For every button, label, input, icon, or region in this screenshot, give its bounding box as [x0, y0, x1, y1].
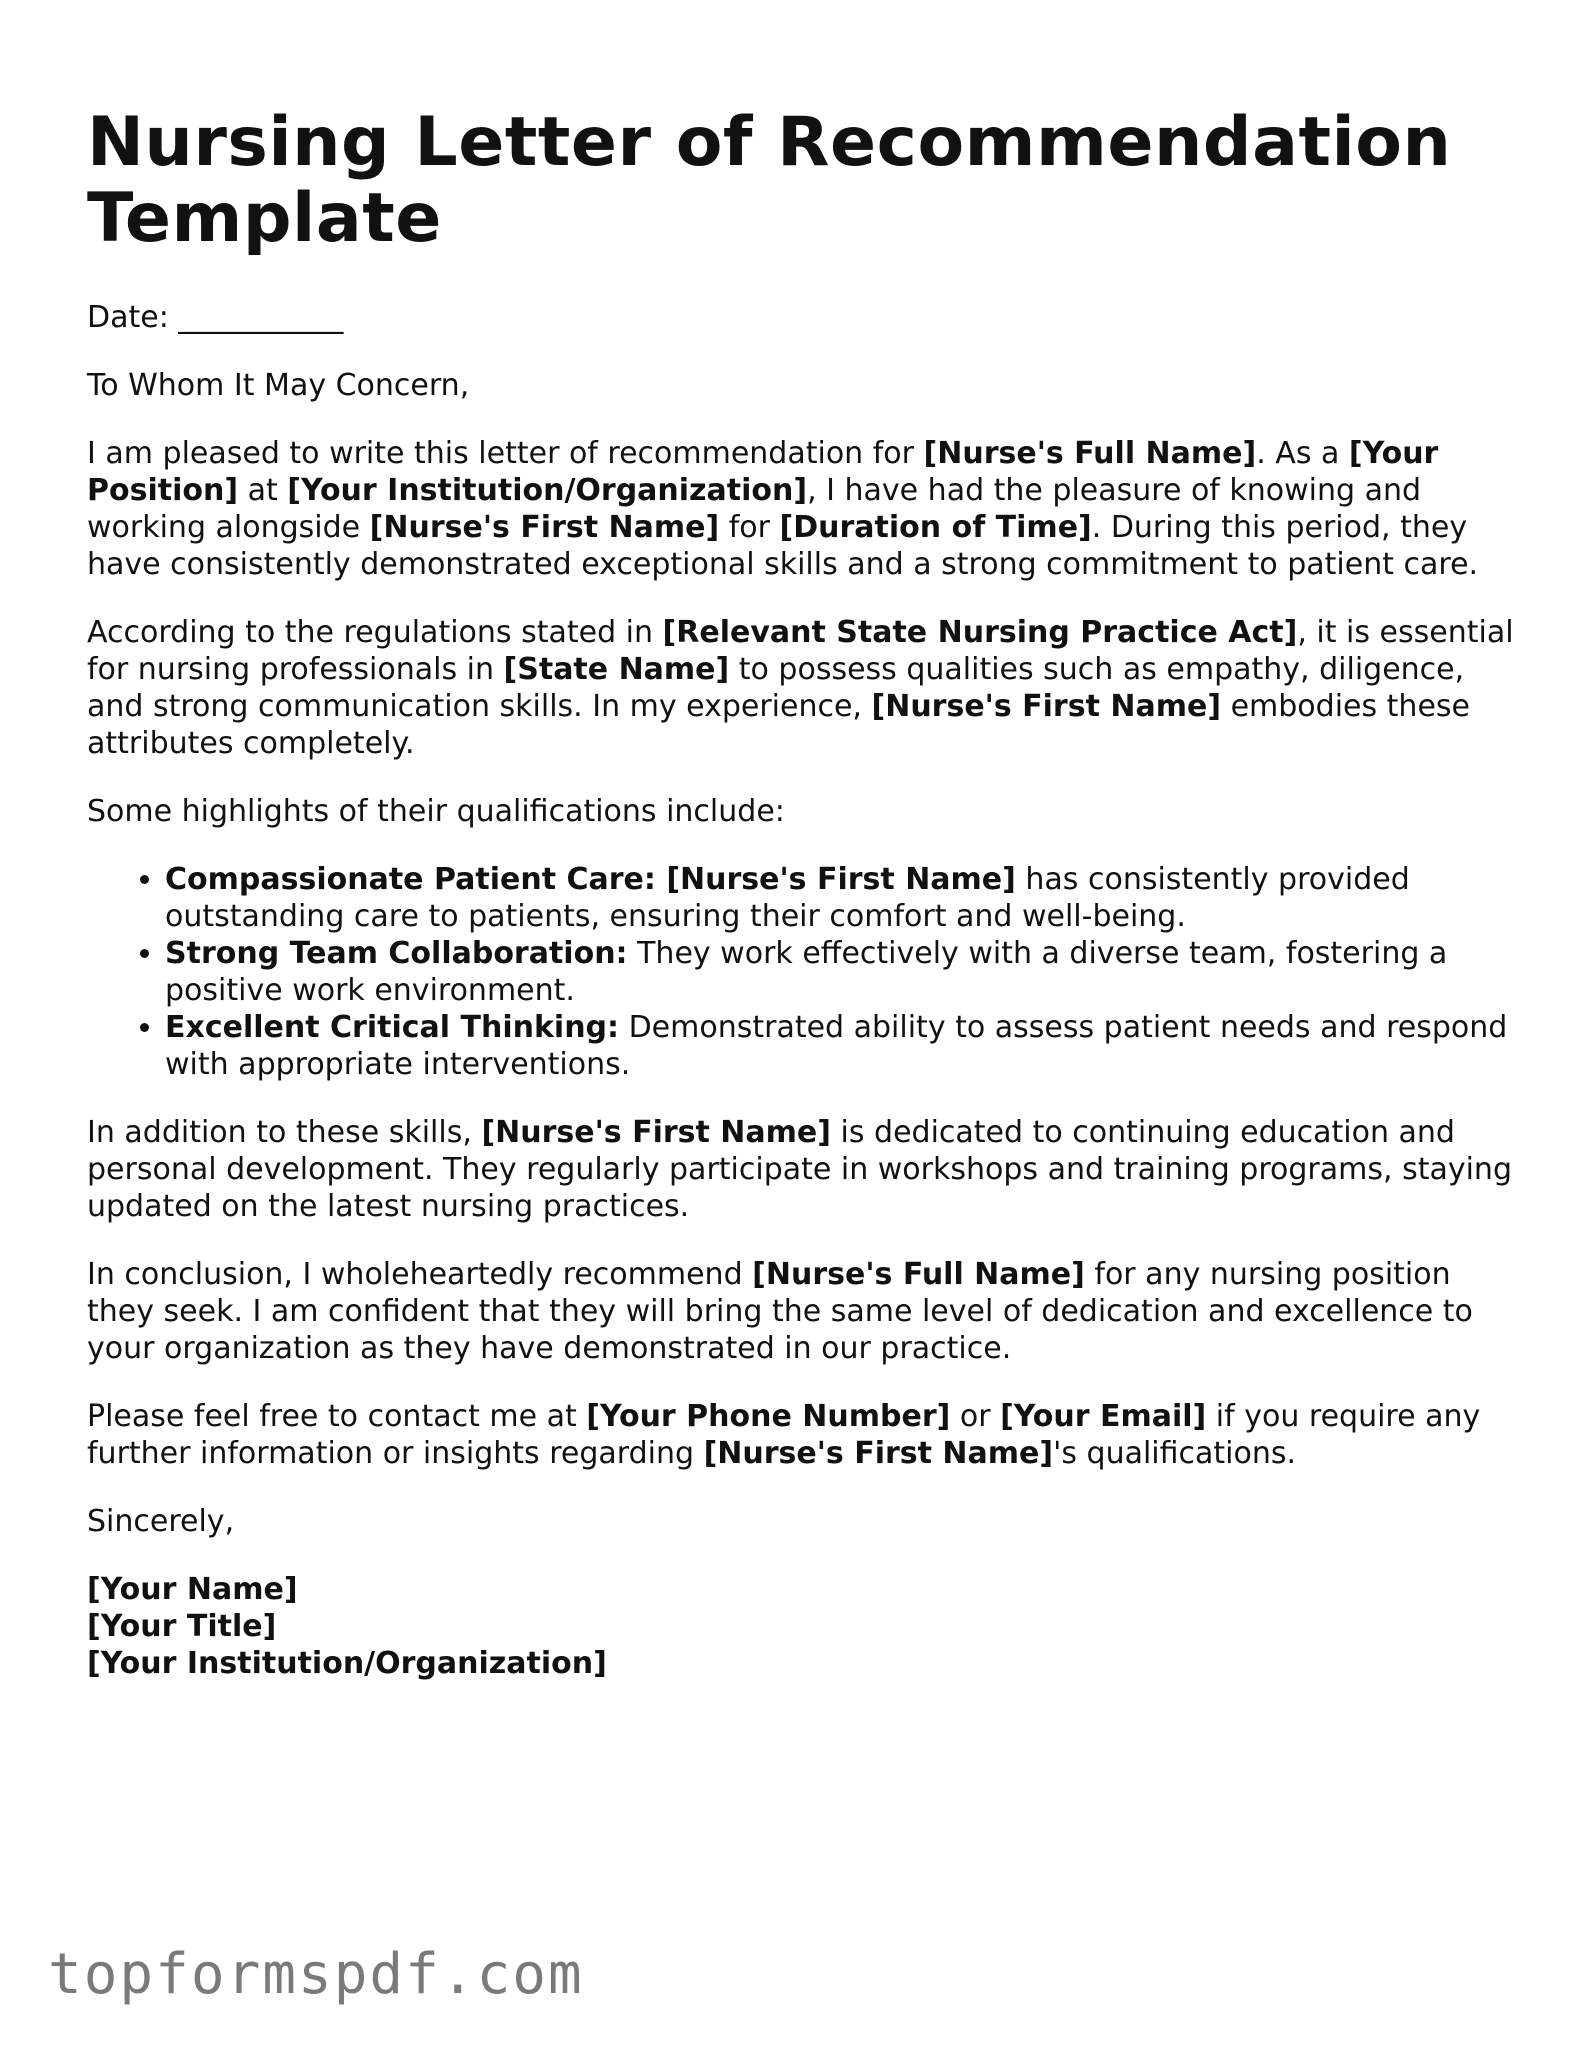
contact-paragraph	[87, 1398, 1527, 1472]
signature-block	[87, 1571, 1527, 1682]
salutation: To Whom It May Concern,	[87, 368, 470, 403]
conclusion-paragraph	[87, 1256, 1527, 1367]
para5-text-2: or	[950, 1399, 1001, 1434]
highlight-text: Demonstrated ability to assess patient needs and respond with appropriate interventions.	[165, 1010, 1508, 1082]
para5-text-3: if you require any further information or insights regarding	[87, 1399, 1481, 1471]
signature-institution: [Your Institution/Organization]	[87, 1646, 607, 1681]
para2-text-4: embodies these attributes completely.	[87, 689, 1470, 761]
highlights-list	[87, 861, 1527, 1083]
phone-placeholder: [Your Phone Number]	[586, 1399, 951, 1434]
nurse-first-name-placeholder: [Nurse's First Name]	[871, 689, 1222, 724]
regulations-paragraph	[87, 614, 1527, 762]
list-item	[165, 1009, 1527, 1083]
para2-text-2: , it is essential for nursing professionals in	[87, 615, 1514, 687]
your-position-placeholder: [Your Position]	[87, 436, 1439, 508]
highlight-heading: Strong Team Collaboration:	[165, 936, 628, 971]
watermark-text: topformspdf.com	[48, 1942, 584, 2007]
para1-text-3: at	[238, 473, 288, 508]
para3-text-1: In addition to these skills,	[87, 1115, 482, 1150]
para2-text-3: to possess qualities such as empathy, diligence, and strong communication skills. In my experience,	[87, 652, 1465, 724]
para1-text-1: I am pleased to write this letter of recommendation for	[87, 436, 924, 471]
para1-text-2: . As a	[1256, 436, 1349, 471]
email-placeholder: [Your Email]	[1000, 1399, 1207, 1434]
para1-text-5: for	[719, 510, 780, 545]
duration-placeholder: [Duration of Time]	[779, 510, 1092, 545]
intro-paragraph	[87, 435, 1527, 583]
highlights-intro: Some highlights of their qualifications include:	[87, 794, 785, 829]
highlight-heading: Compassionate Patient Care:	[165, 862, 667, 897]
nurse-first-name-placeholder: [Nurse's First Name]	[481, 1115, 831, 1150]
signature-name: [Your Name]	[87, 1572, 298, 1607]
state-name-placeholder: [State Name]	[503, 652, 730, 687]
institution-placeholder: [Your Institution/Organization]	[287, 473, 808, 508]
letter-page	[87, 105, 1527, 1682]
page-title: Nursing Letter of Recommendation Template	[87, 103, 1452, 258]
nurse-first-name-placeholder: [Nurse's First Name]	[666, 862, 1016, 897]
closing: Sincerely,	[87, 1504, 235, 1539]
nurse-full-name-placeholder: [Nurse's Full Name]	[752, 1257, 1085, 1292]
nurse-first-name-placeholder: [Nurse's First Name]	[369, 510, 720, 545]
list-item	[165, 861, 1527, 935]
highlight-text: has consistently provided outstanding care to patients, ensuring their comfort and well-being.	[165, 862, 1410, 934]
para1-text-4: , I have had the pleasure of knowing and working alongside	[87, 473, 1422, 545]
para5-text-4: 's qualifications.	[1053, 1436, 1297, 1471]
highlight-heading: Excellent Critical Thinking:	[165, 1010, 620, 1045]
highlight-text: They work effectively with a diverse team, fostering a positive work environment.	[165, 936, 1448, 1008]
para3-text-2: is dedicated to continuing education and personal development. They regularly participate in workshops and training programs, staying updated on the latest nursing practices.	[87, 1115, 1512, 1224]
nurse-full-name-placeholder: [Nurse's Full Name]	[923, 436, 1257, 471]
nurse-first-name-placeholder: [Nurse's First Name]	[703, 1436, 1054, 1471]
para2-text-1: According to the regulations stated in	[87, 615, 663, 650]
para4-text-1: In conclusion, I wholeheartedly recommend	[87, 1257, 753, 1292]
education-paragraph	[87, 1114, 1527, 1225]
para1-text-6: . During this period, they have consistently demonstrated exceptional skills and a strong commitment to patient care.	[87, 510, 1479, 582]
para4-text-2: for any nursing position they seek. I am confident that they will bring the same level of dedication and excellence to your organization as they have demonstrated in our practice.	[87, 1257, 1473, 1366]
signature-title: [Your Title]	[87, 1609, 277, 1644]
date-line: Date: ___________	[87, 300, 344, 335]
list-item	[165, 935, 1527, 1009]
practice-act-placeholder: [Relevant State Nursing Practice Act]	[662, 615, 1298, 650]
para5-text-1: Please feel free to contact me at	[87, 1399, 587, 1434]
